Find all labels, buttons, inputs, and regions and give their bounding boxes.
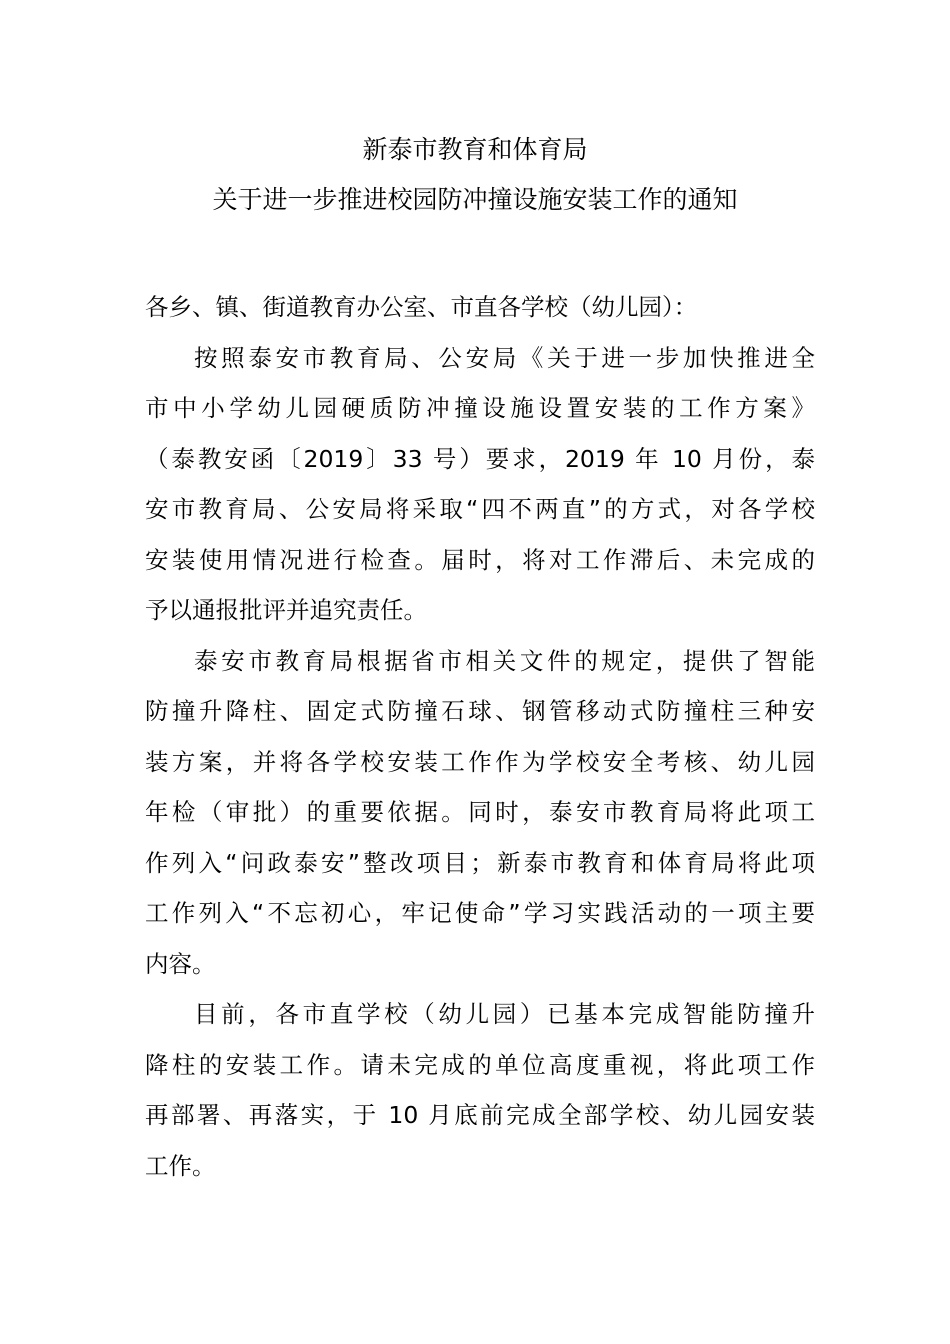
- paragraph-line: （泰教安函〔2019〕33 号）要求，2019 年 10 月份，泰: [145, 444, 815, 473]
- document-body: [145, 282, 815, 1191]
- paragraph-line: 市中小学幼儿园硬质防冲撞设施设置安装的工作方案》: [145, 394, 815, 422]
- paragraph-line: 泰安市教育局根据省市相关文件的规定，提供了智能: [194, 646, 815, 675]
- paragraph-3: [145, 989, 815, 1191]
- paragraph-line: 再部署、再落实，于 10 月底前完成全部学校、幼儿园安装: [145, 1101, 815, 1129]
- paragraph-line: 予以通报批评并追究责任。: [145, 596, 427, 624]
- paragraph-line: 工作列入“不忘初心，牢记使命”学习实践活动的一项主要: [145, 899, 815, 927]
- paragraph-1: [145, 333, 815, 636]
- paragraph-line: 防撞升降柱、固定式防撞石球、钢管移动式防撞柱三种安: [145, 697, 815, 725]
- paragraph-line: 作列入“问政泰安”整改项目；新泰市教育和体育局将此项: [145, 848, 815, 877]
- document-title-issuer: 新泰市教育和体育局: [362, 135, 588, 164]
- salutation: 各乡、镇、街道教育办公室、市直各学校（幼儿园）：: [145, 293, 698, 321]
- document-title-subject: 关于进一步推进校园防冲撞设施安装工作的通知: [212, 185, 738, 214]
- paragraph-line: 按照泰安市教育局、公安局《关于进一步加快推进全: [194, 343, 815, 372]
- paragraph-line: 工作。: [145, 1151, 216, 1180]
- paragraph-line: 目前，各市直学校（幼儿园）已基本完成智能防撞升: [194, 1000, 815, 1028]
- paragraph-2: [145, 636, 815, 990]
- paragraph-line: 降柱的安装工作。请未完成的单位高度重视，将此项工作: [145, 1050, 815, 1079]
- paragraph-line: 装方案，并将各学校安装工作作为学校安全考核、幼儿园: [145, 747, 815, 776]
- paragraph-line: 安装使用情况进行检查。届时，将对工作滞后、未完成的: [145, 545, 815, 574]
- paragraph-line: 年检（审批）的重要依据。同时，泰安市教育局将此项工: [145, 798, 815, 826]
- paragraph-line: 安市教育局、公安局将采取“四不两直”的方式，对各学校: [145, 495, 815, 523]
- paragraph-line: 内容。: [145, 949, 216, 978]
